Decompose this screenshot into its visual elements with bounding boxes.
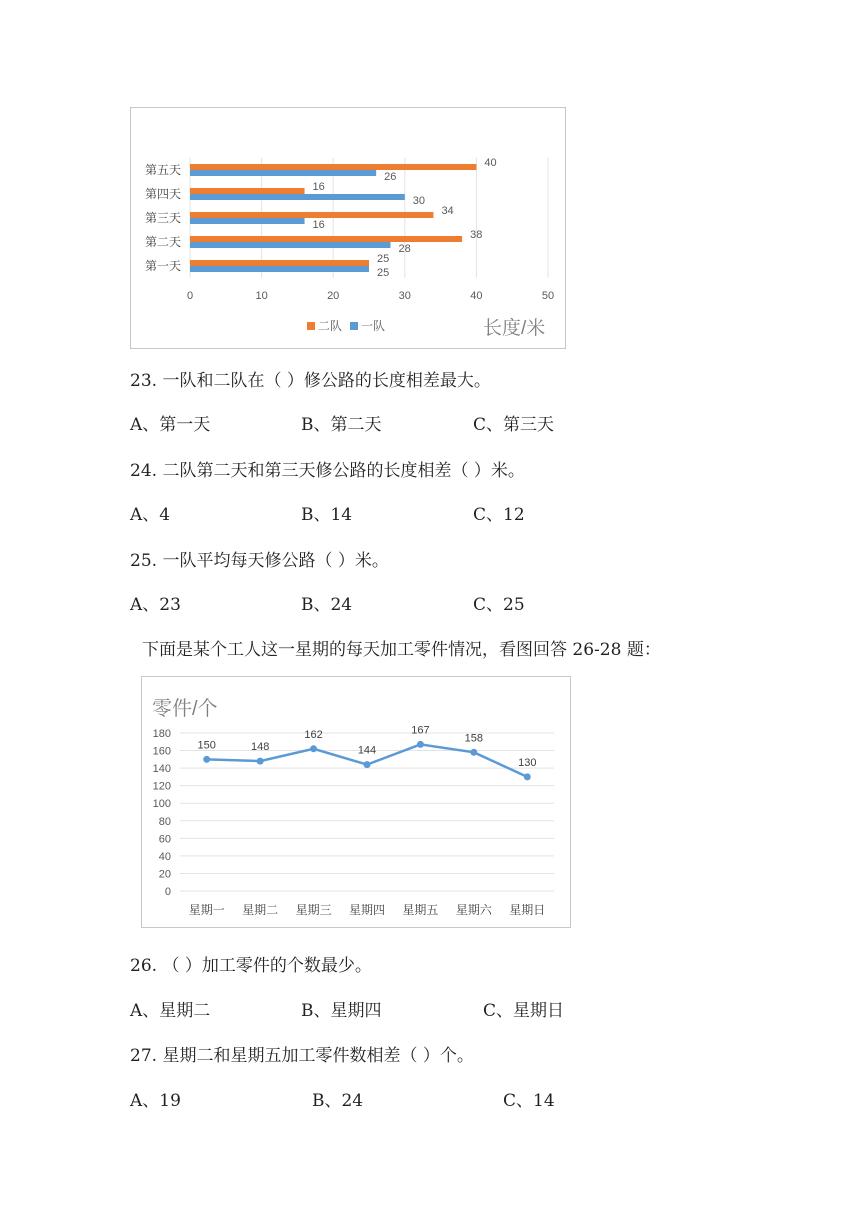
data-label: 16 <box>312 219 325 231</box>
x-tick-label: 30 <box>398 290 411 302</box>
category-label: 第四天 <box>144 187 181 201</box>
question-24: 24. 二队第二天和第三天修公路的长度相差（ ）米。 <box>130 461 525 481</box>
data-label: 38 <box>470 229 483 241</box>
bar-team1 <box>190 170 376 176</box>
data-label: 150 <box>197 739 216 752</box>
data-label: 148 <box>250 741 270 754</box>
question-26: 26. （ ）加工零件的个数最少。 <box>130 956 372 976</box>
q23-option-c: C、第三天 <box>473 415 555 435</box>
category-label: 第一天 <box>144 259 181 273</box>
data-label: 130 <box>518 756 537 769</box>
bar-team1 <box>190 218 305 224</box>
bar-team2 <box>190 188 305 194</box>
data-label: 30 <box>412 195 426 207</box>
bar-team1 <box>190 266 369 272</box>
unit-label: 零件/个 <box>152 698 218 720</box>
data-label: 167 <box>411 724 430 737</box>
q27-option-c: C、14 <box>503 1091 555 1111</box>
x-tick-label: 40 <box>470 290 483 302</box>
legend-label: 二队 <box>318 319 343 333</box>
category-label: 第三天 <box>144 211 181 225</box>
legend-label: 一队 <box>361 319 386 333</box>
q26-option-b: B、星期四 <box>301 1001 382 1021</box>
data-point <box>257 758 264 765</box>
q23-option-a: A、第一天 <box>130 415 211 435</box>
data-label: 16 <box>312 181 325 193</box>
bar-team1 <box>190 194 405 200</box>
q26-option-c: C、星期日 <box>483 1001 565 1021</box>
x-tick-label: 星期六 <box>455 903 492 917</box>
q25-option-b: B、24 <box>301 595 353 615</box>
y-tick-label: 140 <box>152 763 171 776</box>
y-tick-label: 120 <box>152 780 171 793</box>
q24-option-b: B、14 <box>301 505 353 525</box>
q27-option-b: B、24 <box>312 1091 364 1111</box>
data-point <box>417 741 424 748</box>
q27-option-a: A、19 <box>130 1091 181 1111</box>
y-tick-label: 0 <box>164 886 171 898</box>
q24-option-a: A、4 <box>130 505 171 525</box>
chart-weekly-parts <box>141 676 571 928</box>
category-label: 第二天 <box>144 235 181 249</box>
data-label: 144 <box>357 744 377 757</box>
data-point <box>310 745 317 752</box>
x-tick-label: 星期五 <box>402 903 439 917</box>
y-tick-label: 100 <box>152 798 171 811</box>
legend-swatch <box>307 322 315 330</box>
legend-swatch <box>350 322 358 330</box>
question-27: 27. 星期二和星期五加工零件数相差（ ）个。 <box>130 1046 474 1066</box>
data-label: 162 <box>304 728 323 741</box>
y-tick-label: 40 <box>158 850 171 863</box>
data-label: 26 <box>384 171 397 183</box>
q25-option-a: A、23 <box>130 595 181 615</box>
q24-option-c: C、12 <box>473 505 525 525</box>
x-tick-label: 20 <box>327 290 340 302</box>
x-tick-label: 50 <box>541 290 555 302</box>
data-label: 28 <box>398 243 411 255</box>
y-tick-label: 160 <box>152 745 171 758</box>
q23-option-b: B、第二天 <box>301 415 382 435</box>
section-intro: 下面是某个工人这一星期的每天加工零件情况，看图回答 26-28 题： <box>142 640 661 660</box>
data-point <box>524 773 531 780</box>
line-chart-svg <box>142 677 570 927</box>
chart-team-road-length <box>130 107 566 349</box>
x-tick-label: 星期日 <box>509 903 546 917</box>
data-point <box>364 761 371 768</box>
question-23: 23. 一队和二队在（ ）修公路的长度相差最大。 <box>130 371 491 391</box>
category-label: 第五天 <box>144 163 181 177</box>
q25-option-c: C、25 <box>473 595 525 615</box>
bar-team2 <box>190 212 433 218</box>
unit-label: 长度/米 <box>483 318 546 339</box>
y-tick-label: 60 <box>158 833 171 846</box>
data-label: 25 <box>377 253 390 265</box>
data-label: 40 <box>484 157 497 169</box>
x-tick-label: 星期一 <box>188 903 225 917</box>
x-tick-label: 星期三 <box>295 903 332 917</box>
data-label: 34 <box>441 205 454 217</box>
data-point <box>470 749 477 756</box>
q26-option-a: A、星期二 <box>130 1001 211 1021</box>
x-tick-label: 10 <box>255 290 268 302</box>
question-25: 25. 一队平均每天修公路（ ）米。 <box>130 551 389 571</box>
bar-team2 <box>190 236 462 242</box>
data-point <box>203 756 210 763</box>
x-tick-label: 星期四 <box>348 903 386 917</box>
data-label: 25 <box>377 267 390 279</box>
data-label: 158 <box>464 732 484 745</box>
y-tick-label: 20 <box>158 868 171 881</box>
bar-team2 <box>190 164 476 170</box>
bar-team1 <box>190 242 390 248</box>
y-tick-label: 180 <box>152 728 171 740</box>
x-tick-label: 星期二 <box>242 903 279 917</box>
y-tick-label: 80 <box>158 815 171 828</box>
x-tick-label: 0 <box>186 290 194 302</box>
bar-chart-svg <box>131 108 565 348</box>
bar-team2 <box>190 260 369 266</box>
